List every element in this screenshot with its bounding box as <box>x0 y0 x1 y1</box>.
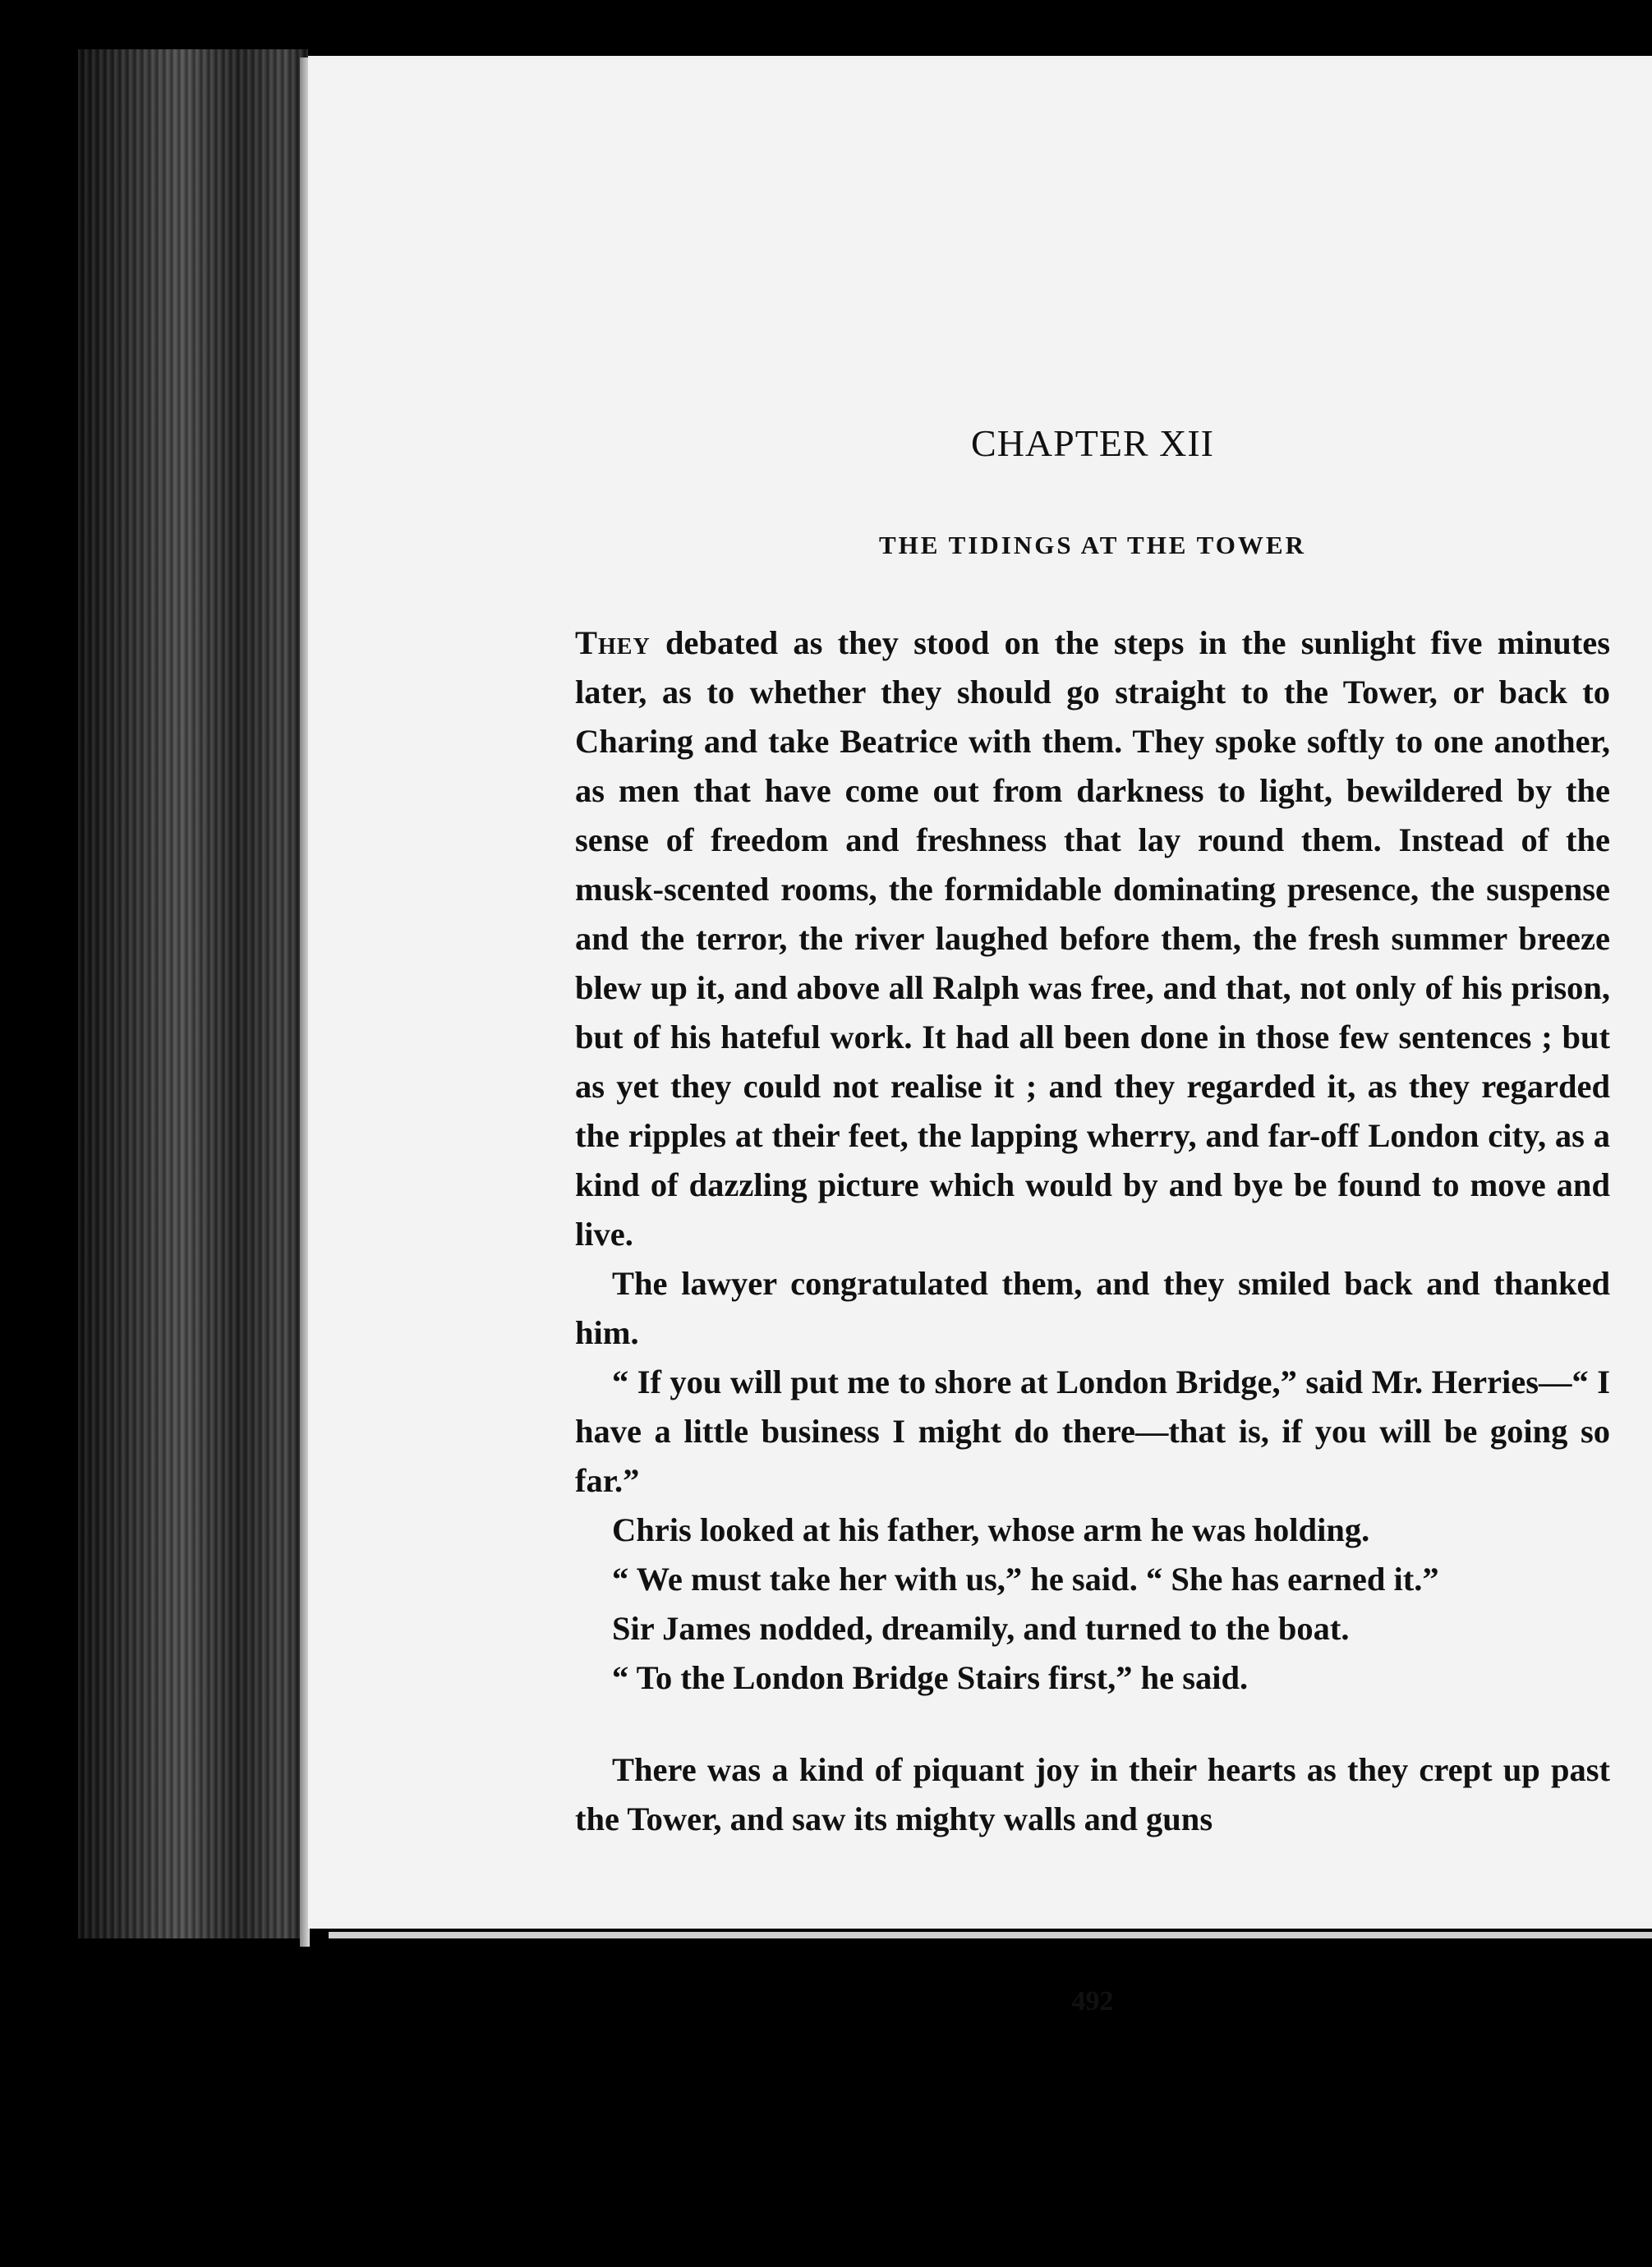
body-text <box>575 618 1610 1844</box>
paragraph-2: The lawyer congratulated them, and they smiled back and thanked him. <box>575 1265 1610 1351</box>
chapter-title: CHAPTER XII <box>971 422 1214 464</box>
paragraph-1 <box>575 618 1610 1259</box>
paragraph-text: debated as they stood on the steps in the sunlight five minutes later, as to whether they should go straight to the Tower, or back to Charing and take Beatrice with them. They spoke softly to one another, as men that have come out from darkness to light, bewildered by the sense of freedom and freshness that lay round them. Instead of the musk-scented rooms, the formidable dominating presence, the suspense and the terror, the river laughed before them, the fresh summer breeze blew up it, and above all Ralph was free, and that, not only of his prison, but of his hateful work. It had all been done in those few sentences ; but as yet they could not realise it ; and they regarded it, as they regarded the ripples at their feet, the lapping wherry, and far-off London city, as a kind of dazzling picture which would by and bye be found to move and live. <box>575 624 1611 1253</box>
paragraph-7: “ To the London Bridge Stairs first,” he said. <box>612 1659 1249 1696</box>
page-bottom-edge <box>329 1932 1652 1938</box>
paragraph-5: “ We must take her with us,” he said. “ She has earned it.” <box>612 1561 1439 1598</box>
book-spine <box>78 49 308 1938</box>
paragraph-3: “ If you will put me to shore at London Bridge,” said Mr. Herries—“ I have a little business I might do there—that is, if you will be going so far.” <box>575 1363 1610 1499</box>
paragraph-8: There was a kind of piquant joy in their hearts as they crept up past the Tower, and saw its mighty walls and guns <box>575 1751 1610 1837</box>
paragraph-6: Sir James nodded, dreamily, and turned to the boat. <box>612 1610 1350 1647</box>
paragraph-first-word: They <box>575 624 651 661</box>
page-number: 492 <box>1071 1986 1114 2016</box>
chapter-subtitle: THE TIDINGS AT THE TOWER <box>879 531 1306 559</box>
book-page <box>308 56 1652 2016</box>
paragraph-4: Chris looked at his father, whose arm he was holding. <box>612 1511 1370 1548</box>
